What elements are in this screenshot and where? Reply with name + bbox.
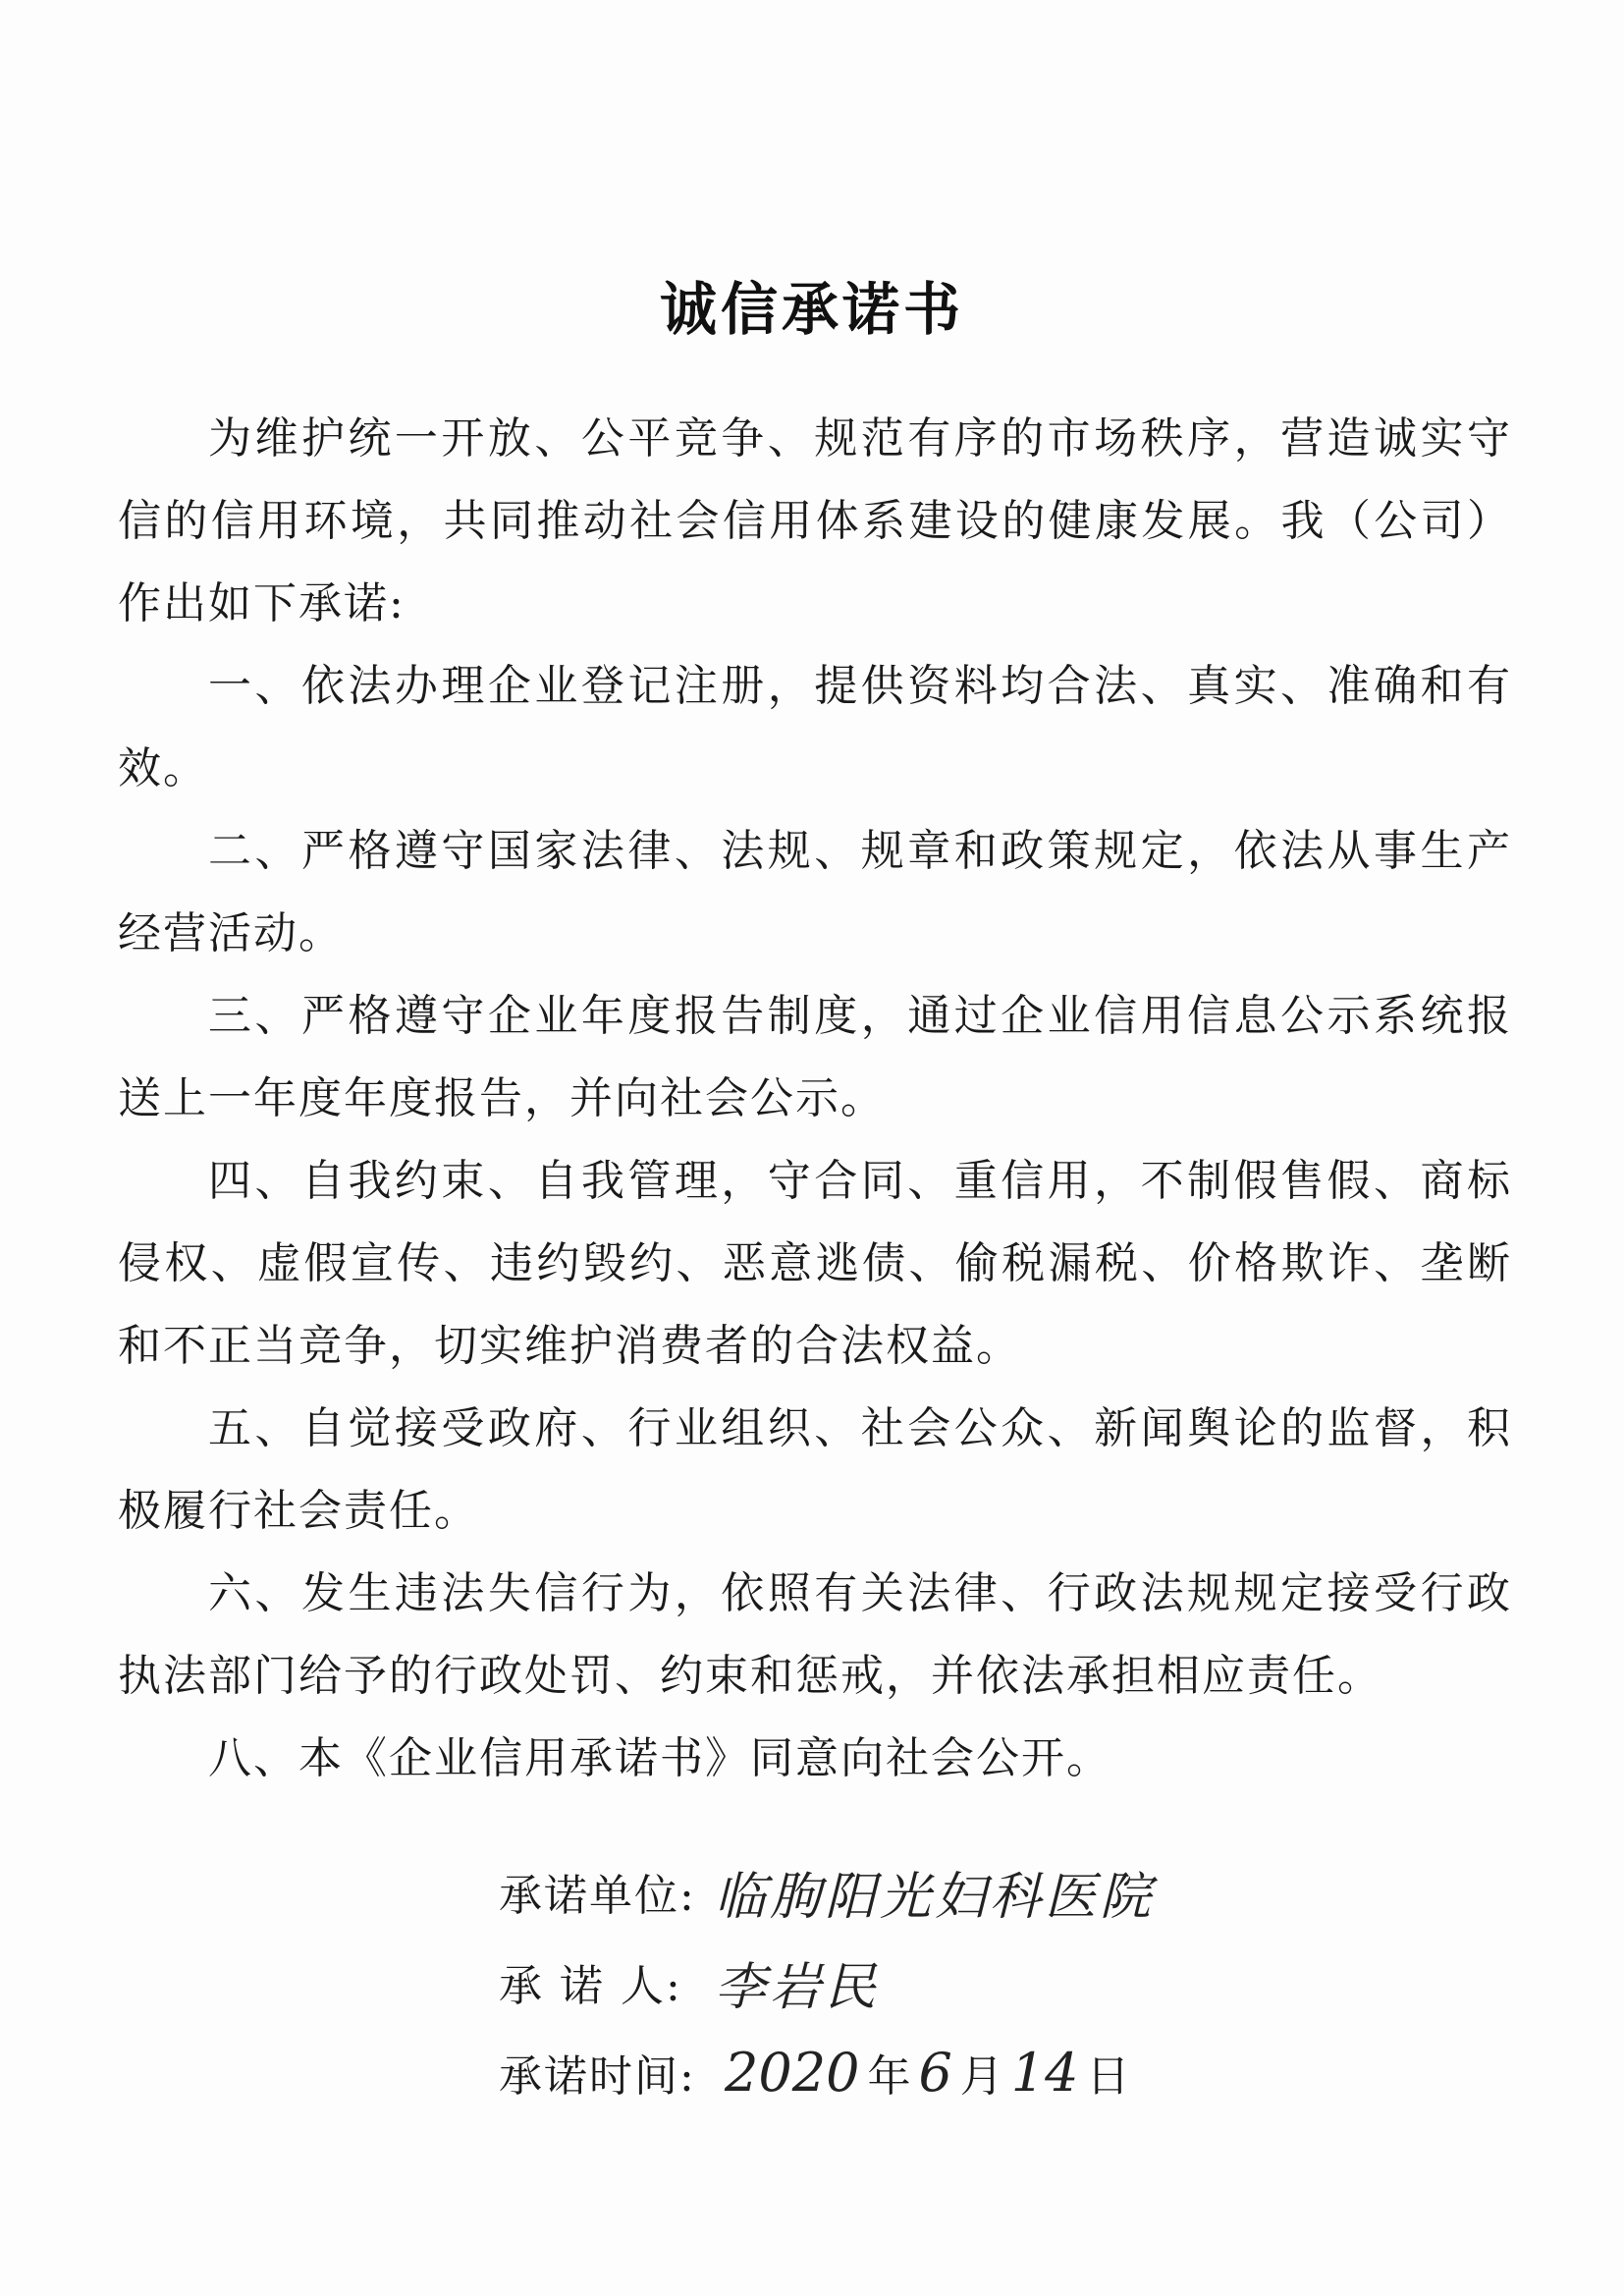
signature-unit-row [499, 1846, 1304, 1937]
unit-handwriting: 临朐阳光妇科医院 [715, 1867, 1156, 1927]
date-month: 6 [918, 2041, 952, 2104]
date-year-unit: 年 [867, 2051, 911, 2102]
paragraph-item-3: 三、严格遵守企业年度报告制度，通过企业信用信息公示系统报送上一年度年度报告，并向社会公示。 [118, 991, 1512, 1123]
paragraph-item-6: 六、发生违法失信行为，依照有关法律、行政法规规定接受行政执法部门给予的行政处罚、约束和惩戒，并依法承担相应责任。 [118, 1568, 1512, 1701]
paragraph-item-1: 一、依法办理企业登记注册，提供资料均合法、真实、准确和有效。 [118, 661, 1512, 793]
person-handwriting: 李岩民 [715, 1957, 881, 2017]
document-body [118, 398, 1512, 1800]
paragraph-intro: 为维护统一开放、公平竞争、规范有序的市场秩序，营造诚实守信的信用环境，共同推动社会信用体系建设的健康发展。我（公司）作出如下承诺: [118, 413, 1512, 629]
person-label: 承 诺 人: [499, 1961, 682, 2011]
paragraph-item-4: 四、自我约束、自我管理，守合同、重信用，不制假售假、商标侵权、虚假宣传、违约毁约、恶意逃债、偷税漏税、价格欺诈、垄断和不正当竞争，切实维护消费者的合法权益。 [118, 1156, 1512, 1371]
signature-person-row [499, 1937, 1304, 2027]
signature-block [499, 1846, 1304, 2117]
document-title: 诚信承诺书 [659, 276, 964, 343]
paragraph-item-8: 八、本《企业信用承诺书》同意向社会公开。 [208, 1733, 1111, 1783]
date-day: 14 [1010, 2041, 1079, 2104]
date-day-unit: 日 [1086, 2051, 1130, 2102]
date-month-unit: 月 [959, 2051, 1003, 2102]
paragraph-item-5: 五、自觉接受政府、行业组织、社会公众、新闻舆论的监督，积极履行社会责任。 [118, 1403, 1512, 1536]
time-label: 承诺时间: [499, 2051, 696, 2102]
date [715, 2041, 1130, 2104]
paragraph-item-2: 二、严格遵守国家法律、法规、规章和政策规定，依法从事生产经营活动。 [118, 826, 1512, 958]
date-year: 2020 [725, 2041, 860, 2104]
signature-time-row [499, 2027, 1304, 2117]
unit-label: 承诺单位: [499, 1871, 696, 1921]
